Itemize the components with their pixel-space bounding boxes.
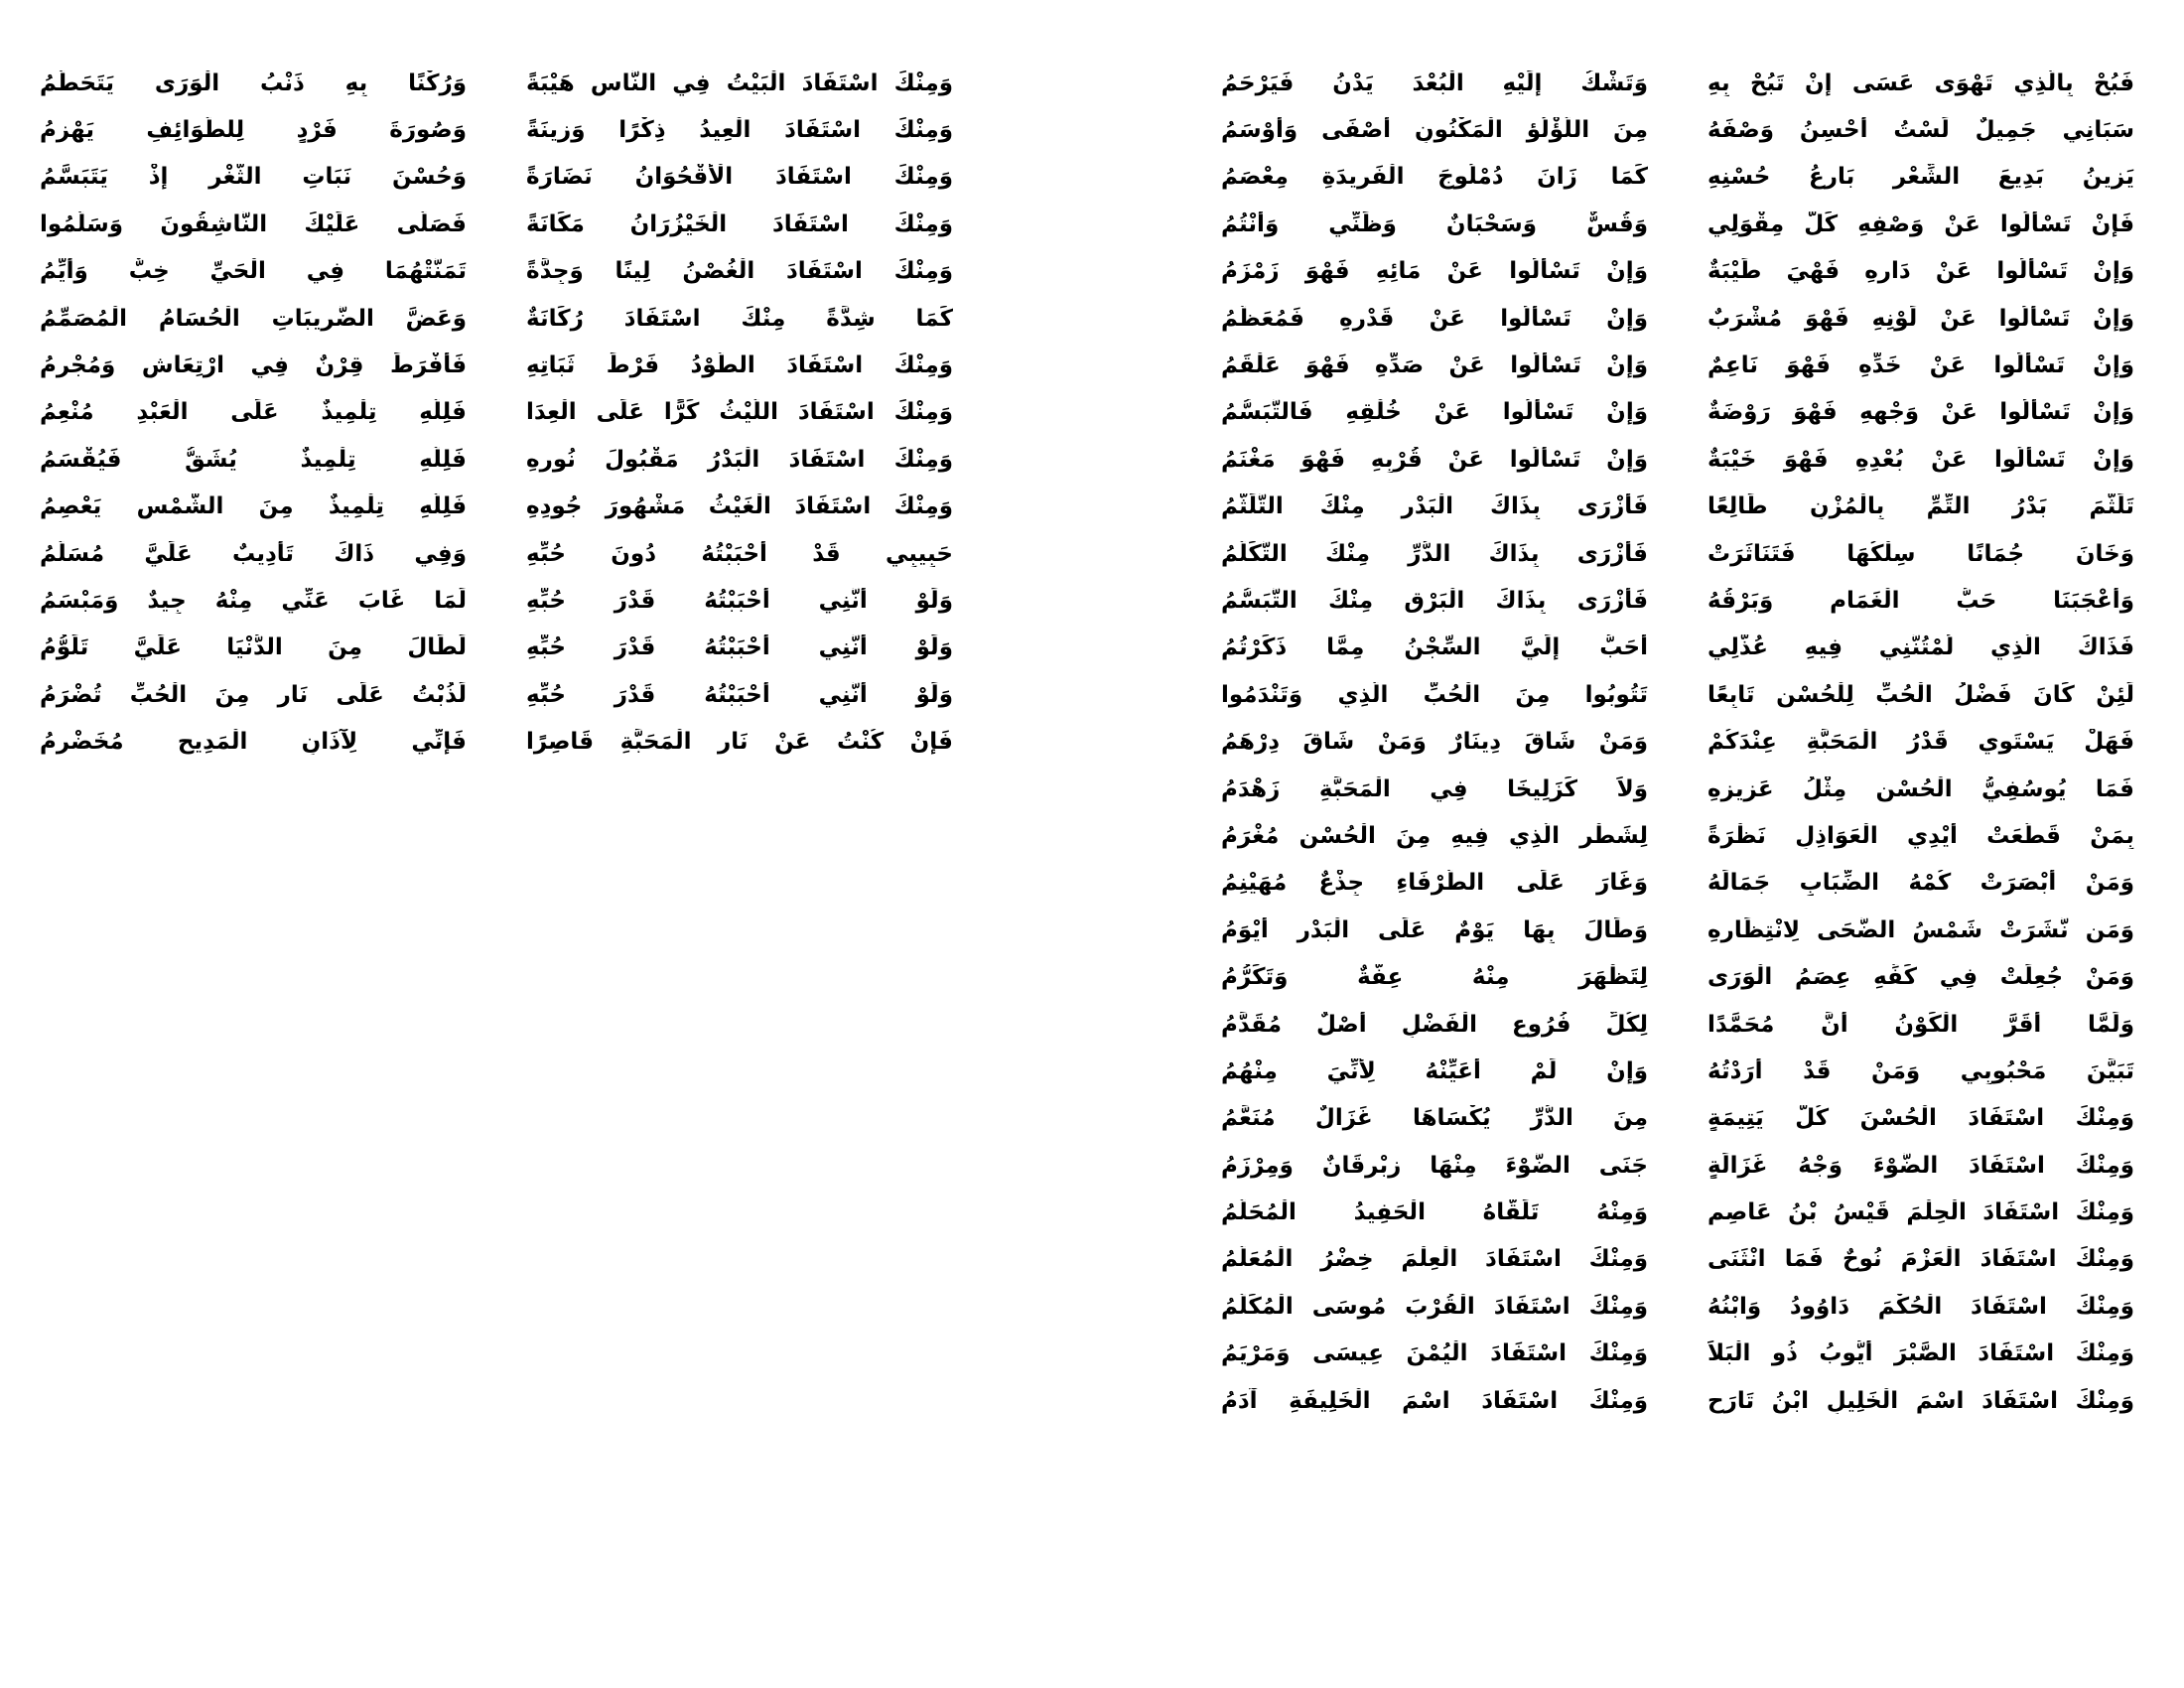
verse-line (1221, 1236, 2134, 1283)
hemistich-second: وَإِنْ تَسْأَلُوا عَنْ قَدْرِهِ فَمُعَظَّمُ (1221, 305, 1648, 332)
hemistich-second: وَمِنْكَ اسْتَفَادَ اسْمَ الْخَلِيفَةِ آدَمُ (1221, 1387, 1648, 1414)
verse-line (1221, 484, 2134, 530)
hemistich-first: وَمِنْكَ اسْتَفَادَ الْبَدْرُ مَقْبُولَ نُورِهِ (526, 446, 953, 473)
hemistich-first: فَهَلْ يَسْتَوِي قَدْرُ الْمَحَبَّةِ عِنْدَكُمْ (1707, 729, 2134, 756)
verse-line (40, 389, 953, 436)
hemistich-second: وَإِنْ تَسْأَلُوا عَنْ مَائِهِ فَهْوَ زَمْزَمُ (1221, 258, 1648, 285)
hemistich-first: وَمِنْكَ اسْتَفَادَ الْأُقْحُوَانُ نَضَارَةً (526, 164, 953, 191)
hemistich-first: فَإِنْ كُنْتُ عَنْ نَارِ الْمَحَبَّةِ قَاصِرًا (526, 729, 953, 756)
hemistich-second: فَأَفْرَطَ قِرْنٌ فِي ارْتِعَاشٍ وَمُجْرِمُ (40, 352, 467, 379)
hemistich-first: وَإِنْ تَسْأَلُوا عَنْ بُعْدِهِ فَهْوَ خَيْبَةٌ (1707, 446, 2134, 473)
verse-line (1221, 812, 2134, 859)
hemistich-first: وَأَعْجَبَنَا حَبُّ الْغَمَامِ وَبَرْقُهُ (1707, 587, 2134, 614)
hemistich-second: تَتُوبُوا مِنَ الْحُبِّ الَّذِي وَتَنْدَمُوا (1221, 681, 1648, 708)
verse-line (1221, 1283, 2134, 1330)
verse-line (1221, 1001, 2134, 1048)
hemistich-second: وَرُكْنًا بِهِ ذَنْبُ الْوَرَى يَتَحَطَّمُ (40, 70, 467, 96)
hemistich-second: فَأَزْرَى بِذَاكَ الْبَدْرِ مِنْكَ التَّلَثُّمُ (1221, 493, 1648, 520)
verse-line (1221, 106, 2134, 153)
hemistich-first: وَمِنْكَ اسْتَفَادَ الْغَيْثُ مَشْهُورَ جُودِهِ (526, 493, 953, 520)
hemistich-first: وَمِنْكَ اسْتَفَادَ الْغُصْنُ لِينًا وَجِدَّةً (526, 258, 953, 285)
hemistich-first: سَبَانِي جَمِيلٌ لَسْتُ أُحْسِنُ وَصْفَهُ (1707, 117, 2134, 144)
hemistich-second: فَإِنِّي لِآذَانِ الْمَدِيحِ مُخَضْرِمُ (40, 729, 467, 756)
poem-right (1221, 60, 2134, 1424)
verse-line (40, 530, 953, 577)
hemistich-second: جَنَى الضَّوْءَ مِنْهَا زِبْرِقَانٌ وَمِرْزَمُ (1221, 1152, 1648, 1179)
hemistich-first: وَمِنْكَ اسْتَفَادَ الطَّوْدُ فَرْطَ ثَبَاتِهِ (526, 352, 953, 379)
verse-line (1221, 577, 2134, 624)
verse-line (1221, 1189, 2134, 1235)
verse-line (1221, 953, 2134, 1000)
hemistich-second: وَفِي ذَاكَ تَأْدِيبٌ عَلَيَّ مُسَلَّمُ (40, 540, 467, 567)
verse-line (40, 342, 953, 388)
verse-line (1221, 154, 2134, 201)
hemistich-first: وَإِنْ تَسْأَلُوا عَنْ دَارِهِ فَهْيَ طَيْبَةٌ (1707, 258, 2134, 285)
hemistich-first: لَئِنْ كَانَ فَضْلُ الْحُبِّ لِلْحُسْنِ تَابِعًا (1707, 681, 2134, 708)
verse-line (40, 201, 953, 247)
verse-line (40, 295, 953, 342)
hemistich-second: مِنَ اللُّؤْلُؤِ الْمَكْنُونِ أَصْفَى وَأَوْسَمُ (1221, 117, 1648, 144)
verse-line (40, 671, 953, 718)
poem-left (40, 60, 953, 766)
verse-line (1221, 1377, 2134, 1424)
hemistich-first: وَإِنْ تَسْأَلُوا عَنْ وَجْهِهِ فَهْوَ رَوْضَةٌ (1707, 399, 2134, 426)
hemistich-second: فَأَزْرَى بِذَاكَ الْبَرْقِ مِنْكَ التَّبَسُّمُ (1221, 587, 1648, 614)
hemistich-first: وَمِنْكَ اسْتَفَادَ الْخَيْزُرَانُ مَكَانَةً (526, 211, 953, 237)
hemistich-second: فَلِلَّهِ تِلْمِيذٌ مِنَ الشَّمْسِ يَعْصِمُ (40, 493, 467, 520)
verse-line (40, 484, 953, 530)
hemistich-first: وَمِنْكَ اسْتَفَادَ اللَّيْثُ كَرًّا عَلَى الْعِدَا (526, 399, 953, 426)
hemistich-second: وَحُسْنَ نَبَاتِ الثَّغْرِ إِذْ يَتَبَسَّمُ (40, 164, 467, 191)
verse-line (1221, 248, 2134, 295)
hemistich-second: وَمَنْ شَاقَ دِينَارٌ وَمَنْ شَاقَ دِرْهَمُ (1221, 729, 1648, 756)
hemistich-first: تَبَيَّنَ مَحْبُوبِي وَمَنْ قَدْ أَرَدْتُهُ (1707, 1057, 2134, 1084)
hemistich-first: وَمِنْكَ اسْتَفَادَ اسْمَ الْخَلِيلِ ابْنُ تَارَحٍ (1707, 1387, 2134, 1414)
verse-line (1221, 1142, 2134, 1189)
hemistich-first: وَمِنْكَ اسْتَفَادَ الْحُسْنَ كُلُّ يَتِيمَةٍ (1707, 1105, 2134, 1132)
verse-line (40, 436, 953, 483)
verse-line (40, 625, 953, 671)
hemistich-second: وَغَارَ عَلَى الطَّرْفَاءِ جِذْعٌ مُهَيْنِمُ (1221, 870, 1648, 897)
verse-line (1221, 1095, 2134, 1142)
hemistich-first: وَمِنْكَ اسْتَفَادَ الضَّوْءَ وَجْهُ غَزَالَةٍ (1707, 1152, 2134, 1179)
verse-line (1221, 530, 2134, 577)
hemistich-first: فَبُحْ بِالَّذِي تَهْوَى عَسَى إِنْ تَبُحْ بِهِ (1707, 70, 2134, 96)
hemistich-second: وَمِنْكَ اسْتَفَادَ الْعِلْمَ خِضْرُ الْمُعَلَّمُ (1221, 1246, 1648, 1273)
hemistich-second: فَلِلَّهِ تِلْمِيذٌ عَلَى الْعَبْدِ مُنْعِمُ (40, 399, 467, 426)
hemistich-second: وَمِنْكَ اسْتَفَادَ الْقُرْبَ مُوسَى الْمُكَلَّمُ (1221, 1293, 1648, 1320)
verse-line (40, 718, 953, 765)
verse-line (1221, 625, 2134, 671)
verse-line (1221, 295, 2134, 342)
hemistich-second: لَطَالَ مِنَ الدُّنْيَا عَلَيَّ تَلَوُّمُ (40, 634, 467, 661)
verse-line (1221, 860, 2134, 907)
verse-line (1221, 389, 2134, 436)
hemistich-second: فَأَزْرَى بِذَاكَ الدُّرِّ مِنْكَ التَّكَلُّمُ (1221, 540, 1648, 567)
hemistich-first: وَإِنْ تَسْأَلُوا عَنْ لَوْنِهِ فَهْوَ مُشْرَبٌ (1707, 305, 2134, 332)
hemistich-first: وَلَوْ أَنَّنِي أَحْبَبْتُهُ قَدْرَ حُبِّهِ (526, 681, 953, 708)
hemistich-second: لِشَطْرِ الَّذِي فِيهِ مِنَ الْحُسْنِ مُغْرَمُ (1221, 822, 1648, 849)
hemistich-second: وَتَشْكُ إِلَيْهِ الْبُعْدَ يَدْنُ فَيَرْحَمُ (1221, 70, 1648, 96)
hemistich-second: وَإِنْ تَسْأَلُوا عَنْ صَدِّهِ فَهْوَ عَلْقَمُ (1221, 352, 1648, 379)
hemistich-first: بِمَنْ قَطَّعَتْ أَيْدِي الْعَوَاذِلِ نَظْرَةً (1707, 822, 2134, 849)
hemistich-second: وَطَالَ بِهَا يَوْمٌ عَلَى الْبَدْرِ أَيْوَمُ (1221, 916, 1648, 943)
hemistich-second: أَحَبُّ إِلَيَّ السِّجْنُ مِمَّا ذَكَرْتُمُ (1221, 634, 1648, 661)
hemistich-second: كَمَا زَانَ دُمْلُوجَ الْفَرِيدَةِ مِعْصَمُ (1221, 164, 1648, 191)
hemistich-first: وَمِنْكَ اسْتَفَادَ الصَّبْرَ أَيُّوبُ ذُو الْبَلاَ (1707, 1340, 2134, 1367)
verse-line (1221, 60, 2134, 106)
hemistich-first: وَإِنْ تَسْأَلُوا عَنْ خَدِّهِ فَهْوَ نَاعِمٌ (1707, 352, 2134, 379)
hemistich-second: وَقُسٌّ وَسَحْبَانٌ وَظَنِّي وَأَنْتُمُ (1221, 211, 1648, 237)
verse-line (1221, 1048, 2134, 1094)
hemistich-second: وَإِنْ تَسْأَلُوا عَنْ قُرْبِهِ فَهْوَ مَغْنَمُ (1221, 446, 1648, 473)
hemistich-first: فَذَاكَ الَّذِي لُمْتُنَّنِي فِيهِ عُذَّلِي (1707, 634, 2134, 661)
hemistich-first: وَلَوْ أَنَّنِي أَحْبَبْتُهُ قَدْرَ حُبِّهِ (526, 587, 953, 614)
hemistich-first: فَإِنْ تَسْأَلُوا عَنْ وَصْفِهِ كَلَّ مِقْوَلِي (1707, 211, 2134, 237)
verse-line (40, 106, 953, 153)
verse-line (40, 60, 953, 106)
hemistich-second: وَعَضَّ الضَّرِيبَاتِ الْحُسَامُ الْمُصَمِّمُ (40, 305, 467, 332)
hemistich-first: وَمِنْكَ اسْتَفَادَ الْعَزْمَ نُوحٌ فَمَا انْثَنَى (1707, 1246, 2134, 1273)
verse-line (1221, 671, 2134, 718)
verse-line (40, 577, 953, 624)
verse-line (1221, 907, 2134, 953)
right-page (1221, 0, 2134, 1688)
verse-line (1221, 436, 2134, 483)
hemistich-second: وَمِنْكَ اسْتَفَادَ الْيُمْنَ عِيسَى وَمَرْيَمُ (1221, 1340, 1648, 1367)
verse-line (40, 248, 953, 295)
hemistich-first: يَزِينُ بَدِيعَ الشِّعْرِ بَارِعُ حُسْنِهِ (1707, 164, 2134, 191)
hemistich-first: وَمَنْ أَبْصَرَتْ كُمْهُ الضِّبَابِ جَمَالَهُ (1707, 870, 2134, 897)
verse-line (40, 154, 953, 201)
verse-line (1221, 1331, 2134, 1377)
hemistich-second: فَصَلَّى عَلَيْكَ النَّاشِقُونَ وَسَلَّمُوا (40, 211, 467, 237)
hemistich-first: وَلَمَّا أَقَرَّ الْكَوْنُ أَنَّ مُحَمَّدًا (1707, 1011, 2134, 1038)
verse-line (1221, 201, 2134, 247)
verse-line (1221, 718, 2134, 765)
hemistich-first: وَمَن نَّشَرَتْ شَمْسُ الضُّحَى لِانْتِظَارِهِ (1707, 916, 2134, 943)
hemistich-second: وَصُورَةَ فَرْدٍ لِلطَّوَائِفِ يَهْزِمُ (40, 117, 467, 144)
hemistich-second: تَمَنَّتْهُمَا فِي الْحَيِّ خِبٌّ وَأَيِّمُ (40, 258, 467, 285)
left-page (40, 0, 953, 894)
hemistich-second: لَذُبْتُ عَلَى نَارٍ مِنَ الْحُبِّ تُضْرَمُ (40, 681, 467, 708)
hemistich-first: وَمِنْكَ اسْتَفَادَ الْبَيْتُ فِي النَّاسِ هَيْبَةً (526, 70, 953, 96)
hemistich-second: وَإِنْ تَسْأَلُوا عَنْ خُلْقِهِ فَالتَّبَسُّمُ (1221, 399, 1648, 426)
hemistich-first: وَخَانَ جُمَانًا سِلْكُهَا فَتَنَاثَرَتْ (1707, 540, 2134, 567)
hemistich-second: وَلاَ كَزَلِيخَا فِي الْمَحَبَّةِ زَهْدَمُ (1221, 775, 1648, 802)
hemistich-second: وَإِنْ لَمْ أُعَيِّنْهُ لِأَنِّيَ مِنْهُمُ (1221, 1057, 1648, 1084)
hemistich-first: وَمِنْكَ اسْتَفَادَ الْعِيدُ ذِكْرًا وَزِينَةً (526, 117, 953, 144)
hemistich-second: مِنَ الدُّرِّ يُكْسَاهَا غَزَالٌ مُنَعَّمُ (1221, 1105, 1648, 1132)
verse-line (1221, 766, 2134, 812)
hemistich-second: لَمَا غَابَ عَنِّي مِنْهُ جِيدٌ وَمَبْسَمُ (40, 587, 467, 614)
hemistich-first: وَمِنْكَ اسْتَفَادَ الْحُكْمَ دَاوُودُ وَابْنُهُ (1707, 1293, 2134, 1320)
hemistich-second: وَمِنْهُ تَلَقَّاهُ الْحَفِيدُ الْمُحَلَّمُ (1221, 1199, 1648, 1226)
verse-line (1221, 342, 2134, 388)
hemistich-second: لِتَظْهَرَ مِنْهُ عِفَّةٌ وَتَكَرُّمُ (1221, 964, 1648, 991)
hemistich-first: فَمَا يُوسُفِيُّ الْحُسْنِ مِثْلُ عَزِيزِهِ (1707, 775, 2134, 802)
hemistich-first: وَمَنْ جُعِلَتْ فِي كَفِّهِ عِصَمُ الْوَرَى (1707, 964, 2134, 991)
hemistich-first: حَبِيبِي قَدْ أَحْبَبْتُهُ دُونَ حُبِّهِ (526, 540, 953, 567)
hemistich-second: فَلِلَّهِ تِلْمِيذٌ يُشَقُّ فَيُقْسَمُ (40, 446, 467, 473)
hemistich-second: لِكُلِّ فُرُوعِ الْفَضْلِ أَصْلٌ مُقَدَّمُ (1221, 1011, 1648, 1038)
hemistich-first: كَمَا شِدَّةً مِنْكَ اسْتَفَادَ رُكَانَةٌ (526, 305, 953, 332)
hemistich-first: وَمِنْكَ اسْتَفَادَ الْحِلْمَ قَيْسُ بْنُ عَاصِمٍ (1707, 1199, 2134, 1226)
hemistich-first: وَلَوْ أَنَّنِي أَحْبَبْتُهُ قَدْرَ حُبِّهِ (526, 634, 953, 661)
hemistich-first: تَلَثَّمَ بَدْرُ التِّمِّ بِالْمُزْنِ طَالِعًا (1707, 493, 2134, 520)
